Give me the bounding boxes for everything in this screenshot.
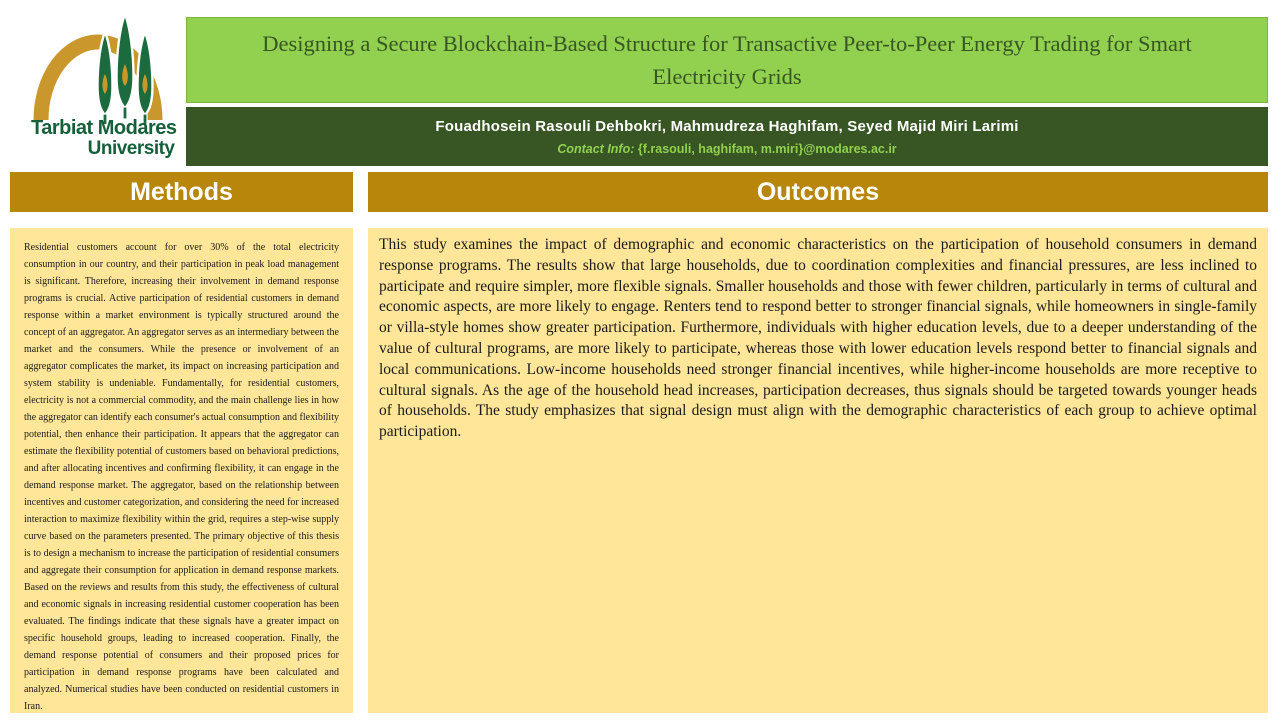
university-logo-text [9,118,177,159]
logo-text-line2: University [87,138,175,159]
logo-tree-left [97,32,112,124]
title-banner [186,17,1268,103]
logo-text-line1: Tarbiat Modares [31,117,177,139]
methods-body-text: Residential customers account for over 30% of the total electricity consumption in our country, and their participation in peak load management is significant. Therefore, increasing their involvement in demand response programs is crucial. Active participation of residential customers in demand response within a market environment is typically structured around the concept of an aggregator. An aggregator serves as an intermediary between the market and the consumers. While the presence or involvement of an aggregator complicates the market, its impact on increasing participation and system stability is undeniable. Fundamentally, for residential customers, electricity is not a commercial commodity, and the main challenge lies in how the aggregator can identify each consumer's actual consumption and flexibility potential, then enhance their participation. It appears that the aggregator can estimate the flexibility potential of customers based on behavioral predictions, and after allocating incentives and confirming flexibility, it can engage in the demand response market. The aggregator, based on the relationship between incentives and customer categorization, and considering the need for increased interaction to maximize flexibility within the grid, requires a step-wise supply curve based on the parameters presented. The primary objective of this thesis is to design a mechanism to increase the participation of residential consumers and aggregate their consumption for application in demand response markets. Based on the reviews and results from this study, the effectiveness of cultural and economic signals in increasing residential customer cooperation has been evaluated. The findings indicate that these signals have a greater impact on specific household groups, leading to increased cooperation. Finally, the demand response potential of consumers and their proposed prices for participation in demand response programs have been calculated and analyzed. Numerical studies have been conducted on residential customers in Iran. [24,242,339,712]
university-logo-graphic [5,2,181,124]
author-strip [186,107,1268,166]
outcomes-panel [368,228,1268,713]
poster-title: Designing a Secure Blockchain-Based Structure for Transactive Peer-to-Peer Energy Trading for Smart Electricity Grids [262,31,1192,89]
methods-panel [10,228,353,713]
authors-line: Fouadhosein Rasouli Dehbokri, Mahmudreza Haghifam, Seyed Majid Miri Larimi [435,117,1019,135]
university-logo [0,0,185,168]
outcomes-heading: Outcomes [756,177,880,206]
contact-line [557,142,896,156]
logo-tree-middle [116,14,133,119]
methods-heading: Methods [130,177,233,206]
methods-section-header [10,172,353,212]
outcomes-body-text: This study examines the impact of demographic and economic characteristics on the participation of household consumers in demand response programs. The results show that large households, due to coordination complexities and financial pressures, are less inclined to participate and require simpler, more flexible signals. Smaller households and those with fewer children, particularly in terms of cultural and economic aspects, are more likely to engage. Renters tend to respond better to stronger financial signals, while homeowners in single-family or villa-style homes show greater participation. Furthermore, individuals with higher education levels, due to a deeper understanding of the value of cultural programs, are more likely to participate, whereas those with lower education levels respond better to financial signals and local communications. Low-income households need stronger financial incentives, while higher-income households are more receptive to cultural signals. As the age of the household head increases, participation decreases, thus signals should be targeted towards younger heads of households. The study emphasizes that signal design must align with the demographic characteristics of each group to achieve optimal participation. [379,236,1257,441]
outcomes-section-header [368,172,1268,212]
contact-emails: {f.rasouli, haghifam, m.miri}@modares.ac.ir [637,141,897,156]
contact-label: Contact Info: [557,141,635,156]
